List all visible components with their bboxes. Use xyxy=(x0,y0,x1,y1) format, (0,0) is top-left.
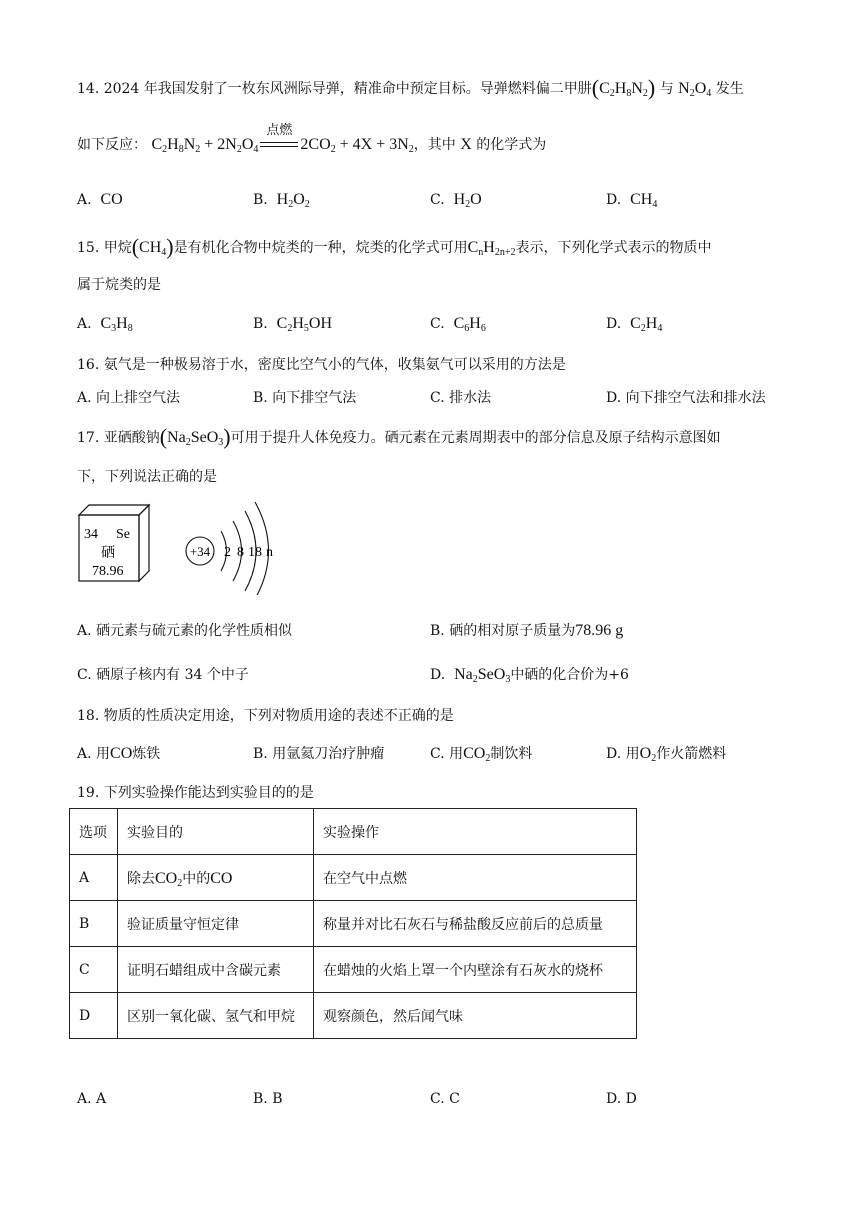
option-d[interactable]: D. $Na_2SeO_3$中硒的化合价为+6 xyxy=(430,666,629,685)
option-c[interactable]: C. 排水法 xyxy=(430,390,492,406)
shell-2-count: 8 xyxy=(237,545,244,560)
option-a[interactable]: A. $C_3H_8$ xyxy=(77,315,133,334)
option-d[interactable]: D. 用$O_2$作火箭燃料 xyxy=(606,745,727,764)
question-17-stem: 17. 亚硒酸钠$(Na_2SeO_3)$可用于提升人体免疫力。硒元素在元素周期表中的部分信息及原子结构示意图如 xyxy=(77,424,721,449)
question-19-stem: 19. 下列实验操作能达到实验目的的是 xyxy=(77,785,314,801)
question-19-options xyxy=(77,1091,797,1113)
question-18-options xyxy=(77,743,797,765)
option-a[interactable]: A. A xyxy=(77,1091,107,1107)
experiment-table xyxy=(69,808,637,1039)
shell-4-count: n xyxy=(266,545,273,560)
option-a[interactable]: A. 用CO炼铁 xyxy=(77,745,161,762)
option-d[interactable]: D. $C_2H_4$ xyxy=(606,315,663,334)
option-a[interactable]: A. 硒元素与硫元素的化学性质相似 xyxy=(77,623,293,639)
option-c[interactable]: C. C xyxy=(430,1091,460,1107)
question-16-options xyxy=(77,387,797,409)
question-15-options xyxy=(77,315,797,337)
element-symbol: Se xyxy=(116,527,130,542)
selenium-figure xyxy=(70,495,290,595)
table-row: D 区别一氧化碳、氢气和甲烷 观察颜色，然后闻气味 xyxy=(70,993,637,1039)
option-c[interactable]: C. $H_2O$ xyxy=(430,191,482,210)
option-b[interactable]: B. $C_2H_5OH$ xyxy=(253,315,332,334)
question-14-stem: 14. 2024 年我国发射了一枚东风洲际导弹，精准命中预定目标。导弹燃料偏二甲肼$(C_2H_8N_2)$ 与 $N_2O_4$ 发生 xyxy=(77,75,744,100)
option-c[interactable]: C. 硒原子核内有 34 个中子 xyxy=(77,667,249,683)
table-row: C 证明石蜡组成中含碳元素 在蜡烛的火焰上罩一个内壁涂有石灰水的烧杯 xyxy=(70,947,637,993)
option-a[interactable]: A. 向上排空气法 xyxy=(77,390,181,406)
question-14-options xyxy=(77,191,797,213)
table-row: A 除去$CO_2$中的CO 在空气中点燃 xyxy=(70,855,637,901)
question-17-options-row2 xyxy=(77,664,797,686)
nucleus-charge: +34 xyxy=(189,544,211,559)
question-15-stem: 15. 甲烷$(CH_4)$是有机化合物中烷类的一种，烷类的化学式可用$C_nH_{2n+2}$表示，下列化学式表示的物质中 xyxy=(77,234,712,259)
question-17-options-row1 xyxy=(77,620,797,642)
question-18-stem: 18. 物质的性质决定用途，下列对物质用途的表述不正确的是 xyxy=(77,708,454,724)
question-15-line2: 属于烷类的是 xyxy=(77,277,161,293)
shell-1-count: 2 xyxy=(224,545,231,560)
option-d[interactable]: D. 向下排空气法和排水法 xyxy=(606,390,766,406)
table-row: B 验证质量守恒定律 称量并对比石灰石与稀盐酸反应前后的总质量 xyxy=(70,901,637,947)
question-14-equation: 如下反应： $C_2H_8N_2 + 2N_2O_4$ 点燃 $2CO_2 + 4X + 3N_2$，其中 X 的化学式为 xyxy=(77,123,547,155)
element-card xyxy=(79,505,149,581)
option-b[interactable]: B. B xyxy=(253,1091,283,1107)
option-a[interactable]: A. CO xyxy=(77,191,123,208)
option-b[interactable]: B. 硒的相对原子质量为78.96 g xyxy=(430,622,624,639)
option-b[interactable]: B. 用氩氦刀治疗肿瘤 xyxy=(253,746,385,762)
table-header: 选项 实验目的 实验操作 xyxy=(70,809,637,855)
reaction-arrow: 点燃 xyxy=(260,138,298,152)
atom-structure-diagram xyxy=(186,502,273,595)
atomic-mass: 78.96 xyxy=(92,564,124,579)
question-17-line2: 下，下列说法正确的是 xyxy=(77,469,217,485)
q14-text: 14. 2024 年我国发射了一枚东风洲际导弹，精准命中预定目标。导弹燃料偏二甲肼 xyxy=(77,81,592,97)
option-b[interactable]: B. 向下排空气法 xyxy=(253,390,357,406)
atomic-number: 34 xyxy=(84,527,98,542)
option-d[interactable]: D. D xyxy=(606,1091,637,1107)
question-16-stem: 16. 氨气是一种极易溶于水，密度比空气小的气体，收集氨气可以采用的方法是 xyxy=(77,357,566,373)
element-name: 硒 xyxy=(101,546,115,561)
option-c[interactable]: C. 用$CO_2$制饮料 xyxy=(430,745,533,764)
option-c[interactable]: C. $C_6H_6$ xyxy=(430,315,486,334)
option-b[interactable]: B. $H_2O_2$ xyxy=(253,191,310,210)
option-d[interactable]: D. $CH_4$ xyxy=(606,191,658,210)
shell-3-count: 18 xyxy=(248,545,262,560)
